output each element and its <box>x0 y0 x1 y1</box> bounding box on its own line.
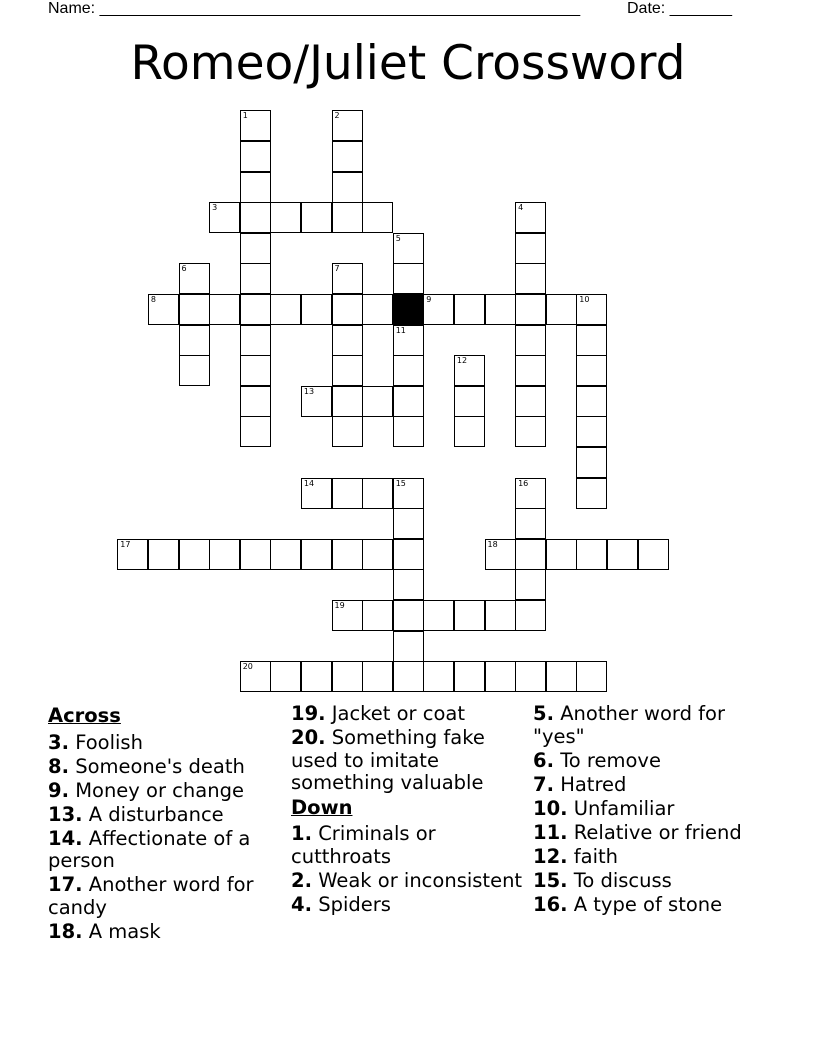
grid-cell[interactable] <box>240 233 271 264</box>
grid-cell[interactable] <box>209 539 240 570</box>
clue-number: 13 <box>303 386 315 396</box>
clue-down-6: 6. To remove <box>533 748 661 772</box>
grid-cell[interactable] <box>332 600 363 631</box>
page-title: Romeo/Juliet Crossword <box>130 36 686 91</box>
clue-number: 6 <box>181 264 187 274</box>
grid-cell[interactable] <box>240 202 271 233</box>
grid-cell[interactable] <box>179 294 210 325</box>
grid-cell[interactable] <box>393 508 424 539</box>
grid-cell[interactable] <box>638 539 669 570</box>
grid-cell[interactable] <box>362 661 393 692</box>
grid-cell[interactable] <box>301 478 332 509</box>
clue-number: 16 <box>518 478 529 488</box>
clue-across-14: 14. Affectionate of a person <box>48 826 251 872</box>
grid-cell[interactable] <box>301 294 332 325</box>
grid-cell[interactable] <box>179 539 210 570</box>
clue-number: 10 <box>579 294 590 304</box>
grid-cell[interactable] <box>393 416 424 447</box>
down-heading: Down <box>291 795 353 819</box>
grid-cell[interactable] <box>301 661 332 692</box>
grid-cell[interactable] <box>148 539 179 570</box>
grid-cell[interactable] <box>179 355 210 386</box>
clue-number: 1 <box>242 111 248 121</box>
clue-across-13: 13. A disturbance <box>48 802 224 826</box>
grid-cell[interactable] <box>270 539 301 570</box>
grid-cell[interactable] <box>332 355 363 386</box>
grid-cell[interactable] <box>301 386 332 417</box>
grid-cell[interactable] <box>576 386 607 417</box>
clue-number: 12 <box>456 356 468 366</box>
clue-number: 18 <box>487 539 498 549</box>
grid-cell[interactable] <box>454 294 485 325</box>
clue-down-11: 11. Relative or friend <box>533 820 742 844</box>
clue-number: 4 <box>518 203 524 213</box>
grid-cell[interactable] <box>576 416 607 447</box>
clue-column-3 <box>533 703 765 918</box>
grid-cell[interactable] <box>270 202 301 233</box>
across-heading: Across <box>48 704 121 727</box>
grid-cell[interactable] <box>270 294 301 325</box>
clue-number: 9 <box>426 294 432 304</box>
grid-cell[interactable] <box>301 539 332 570</box>
grid-cell[interactable] <box>393 661 424 692</box>
grid-cell[interactable] <box>332 141 363 172</box>
clue-across-9: 9. Money or change <box>48 778 244 802</box>
grid-cell[interactable] <box>515 661 546 692</box>
clue-across-17: 17. Another word for candy <box>48 873 254 919</box>
clue-number: 19 <box>334 600 345 610</box>
clue-number: 14 <box>303 478 315 488</box>
grid-cell[interactable] <box>515 233 546 264</box>
clue-across-3: 3. Foolish <box>48 730 143 754</box>
date-field-label: Date: _______ <box>627 0 732 17</box>
grid-cell[interactable] <box>515 386 546 417</box>
clue-number: 11 <box>395 325 406 335</box>
grid-cell[interactable] <box>576 447 607 478</box>
grid-cell[interactable] <box>179 325 210 356</box>
grid-cell[interactable] <box>240 141 271 172</box>
grid-cell[interactable] <box>485 539 516 570</box>
grid-cell[interactable] <box>454 416 485 447</box>
grid-cell[interactable] <box>209 202 240 233</box>
grid-cell[interactable] <box>332 661 363 692</box>
clue-across-18: 18. A mask <box>48 919 161 943</box>
clue-down-10: 10. Unfamiliar <box>533 796 675 820</box>
clue-across-20: 20. Something fake used to imitate something valuable <box>291 726 485 794</box>
grid-cell[interactable] <box>332 263 363 294</box>
grid-cell[interactable] <box>423 294 454 325</box>
grid-cell[interactable] <box>301 202 332 233</box>
grid-cell[interactable] <box>362 539 393 570</box>
clue-across-8: 8. Someone's death <box>48 754 245 778</box>
grid-cell[interactable] <box>332 416 363 447</box>
grid-cell[interactable] <box>393 233 424 264</box>
grid-cell[interactable] <box>515 569 546 600</box>
grid-cell[interactable] <box>179 263 210 294</box>
grid-cell[interactable] <box>393 600 424 631</box>
grid-cell[interactable] <box>393 355 424 386</box>
grid-cell[interactable] <box>393 569 424 600</box>
clue-down-12: 12. faith <box>533 844 618 868</box>
grid-cell[interactable] <box>515 508 546 539</box>
grid-cell[interactable] <box>117 539 148 570</box>
grid-cell[interactable] <box>546 661 577 692</box>
grid-cell[interactable] <box>515 478 546 509</box>
clue-number: 17 <box>120 539 131 549</box>
grid-cell[interactable] <box>454 661 485 692</box>
grid-cell[interactable] <box>546 294 577 325</box>
grid-cell[interactable] <box>240 416 271 447</box>
grid-cell[interactable] <box>332 478 363 509</box>
grid-cell[interactable] <box>515 294 546 325</box>
grid-cell[interactable] <box>240 172 271 203</box>
grid-cell[interactable] <box>515 263 546 294</box>
grid-cell[interactable] <box>576 294 607 325</box>
grid-cell[interactable] <box>485 294 516 325</box>
grid-cell[interactable] <box>240 294 271 325</box>
grid-cell[interactable] <box>240 661 271 692</box>
grid-cell[interactable] <box>576 661 607 692</box>
grid-cell[interactable] <box>454 355 485 386</box>
clue-number: 2 <box>334 111 340 121</box>
grid-cell[interactable] <box>393 386 424 417</box>
grid-cell[interactable] <box>515 355 546 386</box>
grid-cell[interactable] <box>362 294 393 325</box>
grid-cell[interactable] <box>362 386 393 417</box>
grid-cell[interactable] <box>332 539 363 570</box>
grid-cell[interactable] <box>148 294 179 325</box>
grid-cell[interactable] <box>576 478 607 509</box>
name-field-label: Name: ______________________________________________________ <box>48 0 581 17</box>
grid-cell[interactable] <box>515 202 546 233</box>
grid-cell[interactable] <box>576 355 607 386</box>
clue-down-2: 2. Weak or inconsistent <box>291 868 523 892</box>
grid-cell[interactable] <box>576 325 607 356</box>
grid-cell[interactable] <box>607 539 638 570</box>
grid-cell[interactable] <box>240 539 271 570</box>
grid-cell[interactable] <box>393 478 424 509</box>
clue-number: 8 <box>150 294 156 304</box>
grid-cell[interactable] <box>270 661 301 692</box>
grid-cell[interactable] <box>240 386 271 417</box>
grid-cell[interactable] <box>515 416 546 447</box>
grid-cell[interactable] <box>393 325 424 356</box>
grid-cell[interactable] <box>332 386 363 417</box>
grid-cell[interactable] <box>515 600 546 631</box>
clue-number: 20 <box>242 662 253 672</box>
grid-cell[interactable] <box>485 661 516 692</box>
grid-cell[interactable] <box>362 478 393 509</box>
clue-number: 7 <box>334 264 340 274</box>
grid-cell[interactable] <box>362 600 393 631</box>
grid-cell[interactable] <box>209 294 240 325</box>
clue-number: 3 <box>212 203 218 213</box>
clue-column-1 <box>48 703 280 945</box>
clue-down-16: 16. A type of stone <box>533 892 723 916</box>
grid-cell[interactable] <box>485 600 516 631</box>
grid-cell[interactable] <box>332 294 363 325</box>
grid-cell[interactable] <box>393 263 424 294</box>
grid-cell[interactable] <box>454 386 485 417</box>
clue-across-19: 19. Jacket or coat <box>291 702 466 725</box>
grid-cell[interactable] <box>393 631 424 662</box>
grid-cell[interactable] <box>362 202 393 233</box>
black-square <box>393 294 424 325</box>
clue-down-7: 7. Hatred <box>533 772 627 796</box>
grid-cell[interactable] <box>393 539 424 570</box>
clue-column-2 <box>291 703 523 918</box>
clue-down-5: 5. Another word for "yes" <box>533 702 725 748</box>
grid-cell[interactable] <box>546 539 577 570</box>
grid-cell[interactable] <box>332 325 363 356</box>
grid-cell[interactable] <box>423 661 454 692</box>
grid-cell[interactable] <box>454 600 485 631</box>
grid-cell[interactable] <box>423 600 454 631</box>
grid-cell[interactable] <box>515 325 546 356</box>
grid-cell[interactable] <box>332 110 363 141</box>
grid-cell[interactable] <box>240 355 271 386</box>
grid-cell[interactable] <box>240 110 271 141</box>
grid-cell[interactable] <box>332 172 363 203</box>
clue-down-1: 1. Criminals or cutthroats <box>291 822 436 868</box>
grid-cell[interactable] <box>576 539 607 570</box>
grid-cell[interactable] <box>332 202 363 233</box>
clue-number: 15 <box>395 478 406 488</box>
clue-number: 5 <box>395 233 401 243</box>
clue-down-15: 15. To discuss <box>533 868 672 892</box>
clue-down-4: 4. Spiders <box>291 892 391 916</box>
grid-cell[interactable] <box>240 263 271 294</box>
grid-cell[interactable] <box>515 539 546 570</box>
grid-cell[interactable] <box>240 325 271 356</box>
